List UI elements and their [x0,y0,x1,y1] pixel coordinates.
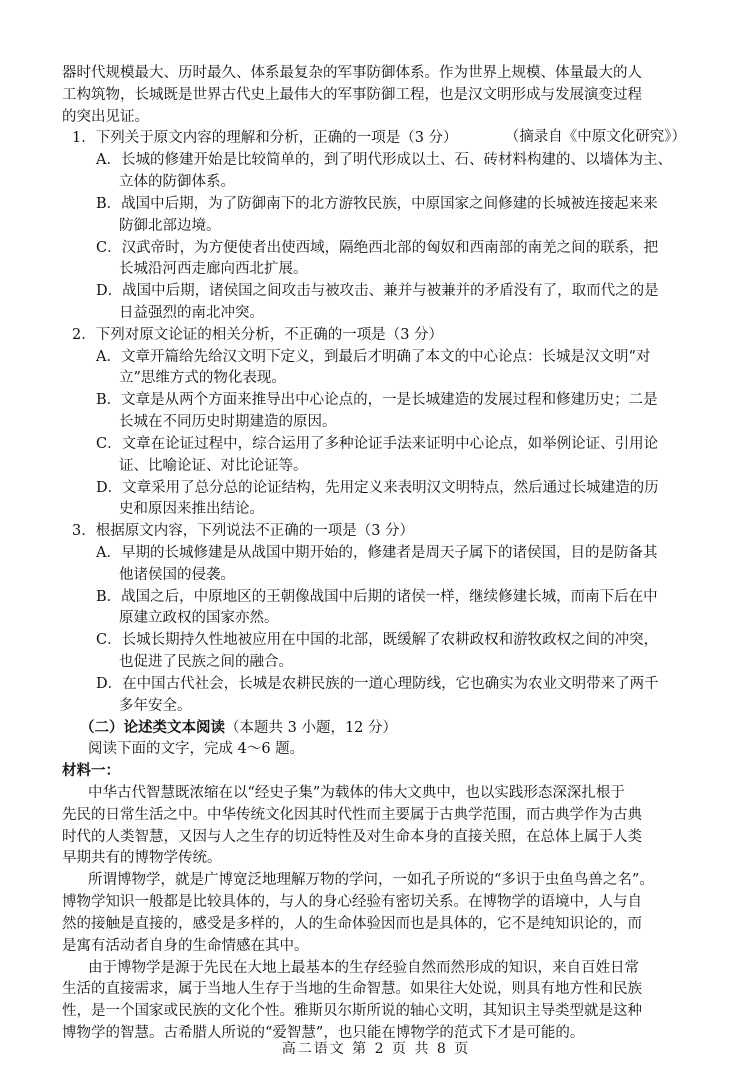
question-2-stem: 2．下列对原文论证的相关分析，不正确的一项是（3 分） [72,327,444,343]
q1-option-a-cont: 立体的防御体系。 [119,174,235,190]
q2-option-c: C．文章在论证过程中，综合运用了多种论证手法来证明中心论点，如举例论证、引用论 [96,436,659,452]
q1-option-a: A．长城的修建开始是比较简单的，到了明代形成以土、石、砖材料构建的、以墙体为主、 [96,152,672,168]
q2-option-d: D．文章采用了总分总的论证结构，先用定义来表明汉文明特点，然后通过长城建造的历 [96,480,659,496]
page-footer: 高二语文 第 2 页 共 8 页 [281,1041,471,1057]
q1-option-b-cont: 防御北部边境。 [119,218,221,234]
section-instruction: 阅读下面的文字，完成 4～6 题。 [88,741,305,757]
q3-option-d: D．在中国古代社会，长城是农耕民族的一道心理防线，它也确实为农业文明带来了两千 [96,676,659,692]
q2-option-c-cont: 证、比喻论证、对比论证等。 [119,458,308,474]
section-heading [80,717,397,739]
p1-line-2: 先民的日常生活之中。中华传统文化因其时代性而主要属于古典学范围，而古典学作为古典 [62,807,642,823]
q3-option-c: C．长城长期持久性地被应用在中国的北部，既缓解了农耕政权和游牧政权之间的冲突， [96,632,659,648]
intro-line-1: 器时代规模最大、历时最久、体系最复杂的军事防御体系。作为世界上规模、体量最大的人 [62,65,642,81]
q3-option-a: A．早期的长城修建是从战国中期开始的，修建者是周天子属下的诸侯国，目的是防备其 [96,545,658,561]
q2-option-b: B．文章是从两个方面来推导出中心论点的，一是长城建造的发展过程和修建历史；二是 [96,392,658,408]
section-title: （二）论述类文本阅读 [80,719,225,736]
intro-line-3: 的突出见证。 [62,109,149,125]
p2-line-4: 是寓有活动者自身的生命情感在其中。 [62,938,309,954]
p3-line-3: 性，是一个国家或民族的文化个性。雅斯贝尔斯所说的轴心文明，其知识主导类型就是这种 [62,1003,642,1019]
section-note: （本题共 3 小题，12 分） [225,720,398,736]
q2-option-d-cont: 史和原因来推出结论。 [119,501,264,517]
p2-line-2: 博物学知识一般都是比较具体的，与人的身心经验有密切关系。在博物学的语境中，人与自 [62,894,642,910]
intro-line-2: 工构筑物，长城既是世界古代史上最伟大的军事防御工程，也是汉文明形成与发展演变过程 [62,87,642,103]
q1-option-b: B．战国中后期，为了防御南下的北方游牧民族，中原国家之间修建的长城被连接起来来 [96,196,658,212]
q2-option-b-cont: 长城在不同历史时期建造的原因。 [119,414,337,430]
question-3-stem: 3．根据原文内容，下列说法不正确的一项是（3 分） [72,523,415,539]
p3-line-1: 由于博物学是源于先民在大地上最基本的生存经验自然而然形成的知识，来自百姓日常 [88,960,639,976]
q3-option-c-cont: 也促进了民族之间的融合。 [119,654,293,670]
p3-line-4: 博物学的智慧。古希腊人所说的“爱智慧”，也只能在博物学的范式下才是可能的。 [62,1025,585,1041]
p2-line-1: 所谓博物学，就是广博宽泛地理解万物的学问，一如孔子所说的“多识于虫鱼鸟兽之名”。 [88,872,654,888]
q1-option-c-cont: 长城沿河西走廊向西北扩展。 [119,261,308,277]
p3-line-2: 生活的直接需求，属于当地人生存于当地的生命智慧。如果往大处说，则具有地方性和民族 [62,981,642,997]
q3-option-b-cont: 原建立政权的国家亦然。 [119,610,279,626]
p2-line-3: 然的接触是直接的，感受是多样的，人的生命体验因而也是具体的，它不是纯知识论的，而 [62,916,642,932]
q1-option-d: D．战国中后期，诸侯国之间攻击与被攻击、兼并与被兼并的矛盾没有了，取而代之的是 [96,283,659,299]
q1-option-d-cont: 日益强烈的南北冲突。 [119,305,264,321]
q3-option-b: B．战国之后，中原地区的王朝像战国中后期的诸侯一样，继续修建长城，而南下后在中 [96,589,658,605]
p1-line-4: 早期共有的博物学传统。 [62,850,222,866]
q3-option-d-cont: 多年安全。 [119,698,192,714]
p1-line-1: 中华古代智慧既浓缩在以“经史子集”为载体的伟大文典中，也以实践形态深深扎根于 [88,785,625,801]
q2-option-a: A．文章开篇给先给汉文明下定义，到最后才明确了本文的中心论点：长城是汉文明“对 [96,349,651,365]
question-1-stem: 1．下列关于原文内容的理解和分析，正确的一项是（3 分） [72,130,458,146]
p1-line-3: 时代的人类智慧，又因与人之生存的切近特性及对生命本身的直接关照，在总体上属于人类 [62,829,642,845]
q1-option-c: C．汉武帝时，为方便使者出使西域，隔绝西北部的匈奴和西南部的南羌之间的联系，把 [96,240,659,256]
q3-option-a-cont: 他诸侯国的侵袭。 [119,567,235,583]
material-label: 材料一： [62,762,120,779]
q2-option-a-cont: 立”思维方式的物化表现。 [119,370,286,386]
source-citation: （摘录自《中原文化研究》） [504,129,686,145]
